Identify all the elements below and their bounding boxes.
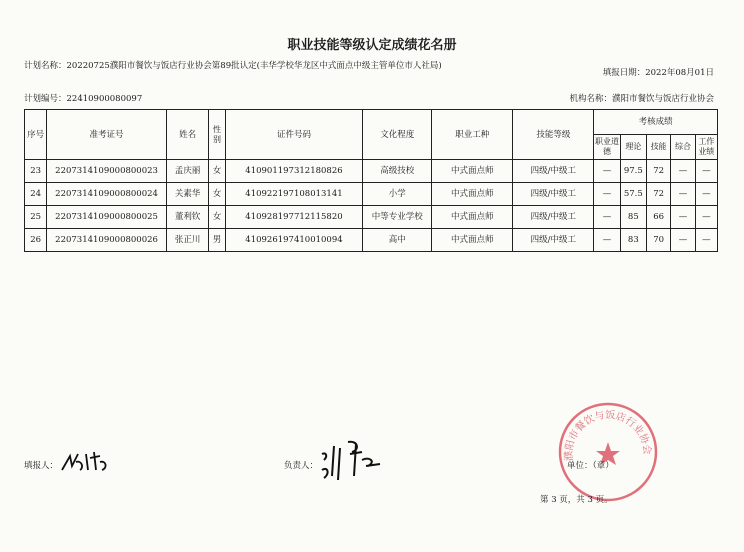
- table-row: [25, 229, 718, 252]
- page-number: 第 3 页，共 3 页。: [540, 495, 613, 505]
- header-gender: 性别: [209, 110, 225, 160]
- cell-ethics: —: [594, 183, 620, 206]
- cell-ethics: —: [594, 206, 620, 229]
- cell-work-performance: —: [695, 229, 717, 252]
- fill-date-value: 2022年08月01日: [645, 68, 714, 78]
- cell-skill: 70: [647, 229, 671, 252]
- cell-theory: 97.5: [620, 160, 646, 183]
- cell-gender: 男: [209, 229, 225, 252]
- table-row: [25, 206, 718, 229]
- header-name: 姓名: [166, 110, 209, 160]
- header-theory: 理论: [620, 135, 646, 160]
- cell-seq: 23: [25, 160, 47, 183]
- cell-level: 四级/中级工: [513, 206, 594, 229]
- cell-occupation: 中式面点师: [432, 160, 513, 183]
- header-exam-no: 准考证号: [47, 110, 167, 160]
- header-skill: 技能: [647, 135, 671, 160]
- cell-comprehensive: —: [671, 229, 695, 252]
- cell-occupation: 中式面点师: [432, 183, 513, 206]
- responsible-label: 负责人：: [284, 461, 319, 471]
- cell-seq: 25: [25, 206, 47, 229]
- cell-theory: 85: [620, 206, 646, 229]
- cell-gender: 女: [209, 160, 225, 183]
- cell-exam-no: 2207314109000800025: [47, 206, 167, 229]
- cell-id-no: 410926197410010094: [225, 229, 363, 252]
- cell-education: 高中: [363, 229, 432, 252]
- responsible-field: [284, 459, 318, 471]
- header-education: 文化程度: [363, 110, 432, 160]
- cell-occupation: 中式面点师: [432, 206, 513, 229]
- cell-work-performance: —: [695, 206, 717, 229]
- cell-skill: 72: [647, 160, 671, 183]
- plan-name-value: 20220725濮阳市餐饮与饭店行业协会第89批认定(丰华学校华龙区中式面点中级主管单位市人社局): [66, 61, 442, 71]
- cell-ethics: —: [594, 160, 620, 183]
- plan-number: [24, 94, 142, 105]
- organization-value: 濮阳市餐饮与饭店行业协会: [611, 94, 714, 104]
- cell-education: 中等专业学校: [363, 206, 432, 229]
- cell-gender: 女: [209, 206, 225, 229]
- cell-id-no: 410901197312180826: [225, 160, 363, 183]
- plan-number-label: 计划编号：: [24, 94, 67, 104]
- table-row: [25, 160, 718, 183]
- cell-skill: 66: [647, 206, 671, 229]
- cell-skill: 72: [647, 183, 671, 206]
- cell-seq: 24: [25, 183, 47, 206]
- responsible-signature: [318, 436, 384, 484]
- plan-name: [24, 61, 444, 72]
- cell-work-performance: —: [695, 183, 717, 206]
- cell-name: 张正川: [166, 229, 209, 252]
- cell-education: 小学: [363, 183, 432, 206]
- cell-level: 四级/中级工: [513, 229, 594, 252]
- plan-number-value: 22410900080097: [66, 94, 143, 104]
- header-level: 技能等级: [513, 110, 594, 160]
- header-work-performance: 工作业绩: [695, 135, 717, 160]
- cell-exam-no: 2207314109000800023: [47, 160, 167, 183]
- table-row: [25, 183, 718, 206]
- cell-name: 关素华: [166, 183, 209, 206]
- header-ethics: 职业道德: [594, 135, 620, 160]
- fill-date: [603, 68, 714, 79]
- cell-level: 四级/中级工: [513, 183, 594, 206]
- cell-seq: 26: [25, 229, 47, 252]
- unit-label: 单位：: [567, 461, 593, 471]
- cell-id-no: 410922197108013141: [225, 183, 363, 206]
- cell-exam-no: 2207314109000800026: [47, 229, 167, 252]
- organization: [569, 94, 714, 105]
- filler-field: [24, 459, 58, 471]
- cell-theory: 57.5: [620, 183, 646, 206]
- unit-field: [567, 459, 614, 471]
- cell-work-performance: —: [695, 160, 717, 183]
- cell-name: 董利钦: [166, 206, 209, 229]
- cell-occupation: 中式面点师: [432, 229, 513, 252]
- cell-id-no: 410928197712115820: [225, 206, 363, 229]
- cell-comprehensive: —: [671, 160, 695, 183]
- seal-text: 濮阳市餐饮与饭店行业协会: [563, 409, 653, 462]
- header-seq: 序号: [25, 110, 47, 160]
- cell-name: 孟庆丽: [166, 160, 209, 183]
- official-seal: [556, 400, 660, 504]
- plan-name-label: 计划名称：: [24, 61, 67, 71]
- fill-date-label: 填报日期：: [602, 68, 646, 78]
- header-comprehensive: 综合: [671, 135, 695, 160]
- cell-level: 四级/中级工: [513, 160, 594, 183]
- filler-label: 填报人：: [24, 461, 59, 471]
- score-roster-table: [24, 109, 718, 252]
- cell-comprehensive: —: [671, 206, 695, 229]
- cell-education: 高级技校: [363, 160, 432, 183]
- cell-gender: 女: [209, 183, 225, 206]
- header-scores: 考核成绩: [594, 110, 718, 135]
- organization-label: 机构名称：: [569, 94, 612, 104]
- cell-exam-no: 2207314109000800024: [47, 183, 167, 206]
- page-title: 职业技能等级认定成绩花名册: [287, 38, 457, 53]
- cell-ethics: —: [594, 229, 620, 252]
- header-id-no: 证件号码: [225, 110, 363, 160]
- unit-seal-note: （章）: [592, 461, 614, 471]
- filler-signature: [60, 448, 110, 476]
- cell-comprehensive: —: [671, 183, 695, 206]
- header-occupation: 职业工种: [432, 110, 513, 160]
- cell-theory: 83: [620, 229, 646, 252]
